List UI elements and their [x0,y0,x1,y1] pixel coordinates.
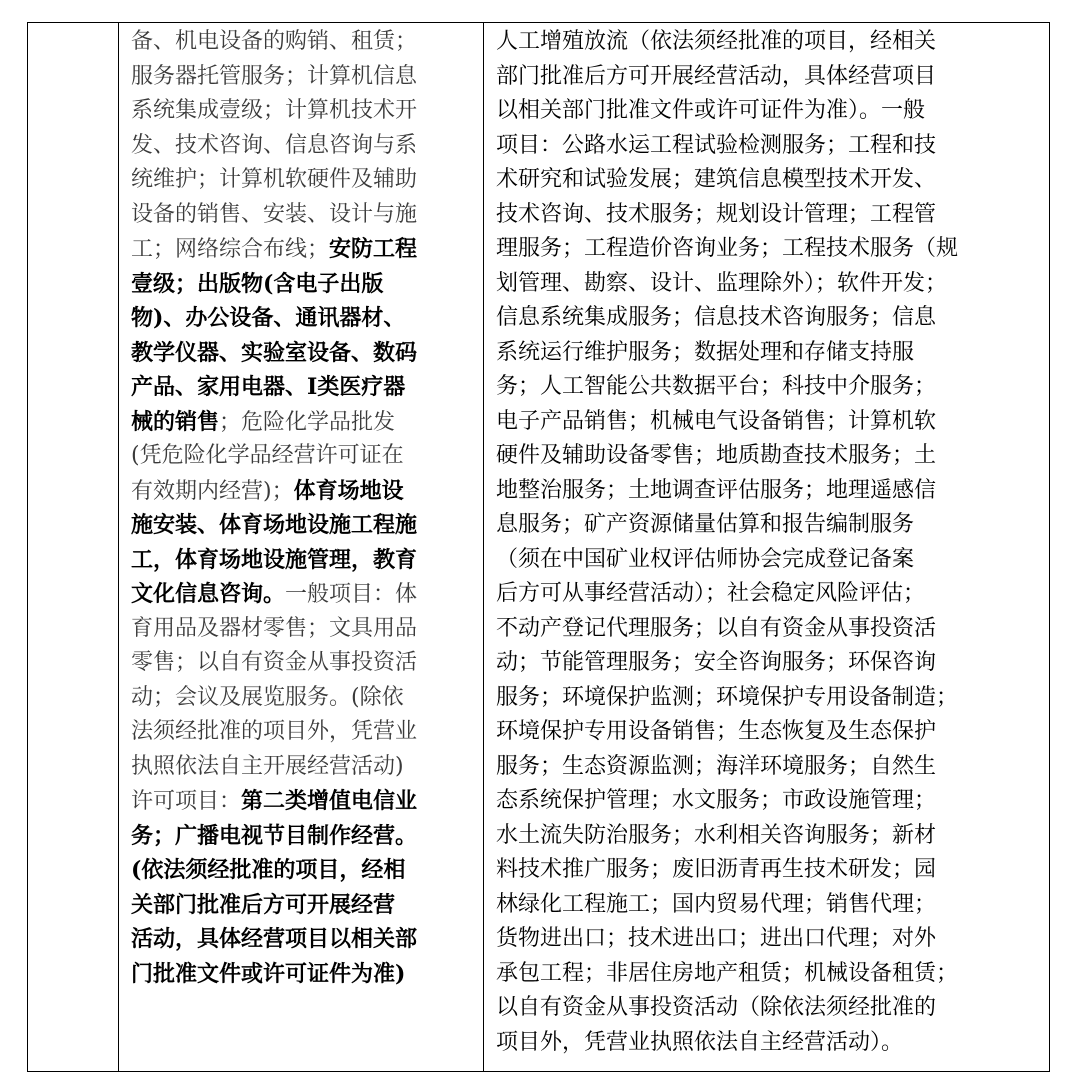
registered-scope-text [119,23,483,991]
text-segment: 服务器托管服务；计算机信息 [131,63,418,89]
business-scope-table [27,22,1050,1072]
registered-scope-line [131,129,483,164]
changed-scope-line: 务；人工智能公共数据平台；科技中介服务； [496,374,937,399]
changed-scope-line: 项目外，凭营业执照依法自主经营活动）。 [496,1029,904,1055]
bold-text-segment: 物)、办公设备、通讯器材、 [131,305,406,331]
changed-scope-text [484,23,1049,1060]
registered-scope-line [131,853,483,888]
bold-text-segment: 工，体育场地设施管理，教育 [131,546,418,573]
changed-scope-line: 以自有资金从事投资活动（除依法须经批准的 [496,995,937,1020]
text-segment: 动；会议及展览服务。(除依 [131,684,404,710]
registered-scope-line [131,784,483,819]
changed-scope-line: 态系统保护管理；水文服务；市政设施管理； [496,788,937,813]
registered-scope-line [131,163,483,198]
bold-text-segment: 门批准文件或许可证件为准) [131,960,406,987]
bold-text-segment: 活动，具体经营项目以相关部 [131,926,418,952]
changed-scope-line: 承包工程；非居住房地产租赁；机械设备租赁； [496,960,959,986]
registered-scope-line [131,750,483,785]
changed-scope-line: 划管理、勘察、设计、监理除外）；软件开发； [496,270,948,296]
registered-scope-line [131,94,483,129]
registered-scope-line [131,439,483,474]
bold-text-segment: 械的销售 [131,408,220,435]
registered-scope-line [131,543,483,578]
changed-scope-line: 林绿化工程施工；国内贸易代理；销售代理； [496,891,937,917]
changed-scope-line: 水土流失防治服务；水利相关咨询服务；新材 [496,822,937,848]
changed-scope-line: 电子产品销售；机械电气设备销售；计算机软 [496,408,937,434]
table-row [28,23,1050,1072]
registered-scope-line [131,681,483,716]
changed-scope-line: 服务；环境保护监测；环境保护专用设备制造； [496,684,959,710]
changed-scope-line: 地整治服务；土地调查评估服务；地理遥感信 [496,477,937,503]
changed-scope-line: （须在中国矿业权评估师协会完成登记备案 [496,546,915,572]
text-segment: 备、机电设备的购销、租赁； [131,29,418,54]
bold-text-segment: 第二类增值电信业 [241,788,418,814]
bold-text-segment: 关部门批准后方可开展经营 [131,891,396,918]
bold-text-segment: 产品、家用电器、Ⅰ类医疗器 [131,374,406,400]
registered-scope-line [131,577,483,612]
text-segment: 零售；以自有资金从事投资活 [131,650,418,675]
text-segment: 设备的销售、安装、设计与施 [131,201,418,227]
changed-scope-line: 息服务；矿产资源储量估算和报告编制服务 [496,512,915,537]
bold-text-segment: 务；广播电视节目制作经营。 [131,822,418,849]
text-segment: 一般项目：体 [285,582,418,607]
registered-scope-line [131,715,483,750]
registered-scope-line [131,888,483,923]
registered-scope-line [131,646,483,681]
changed-scope-line: 环境保护专用设备销售；生态恢复及生态保护 [496,719,937,744]
text-segment: 发、技术咨询、信息咨询与系 [131,132,418,158]
changed-scope-line: 理服务；工程造价咨询业务；工程技术服务（规 [496,236,959,261]
changed-scope-line: 部门批准后方可开展经营活动，具体经营项目 [496,63,937,89]
registered-scope-line [131,957,483,992]
changed-scope-line: 以相关部门批准文件或许可证件为准）。一般 [496,98,926,123]
bold-text-segment: 施安装、体育场地设施工程施 [131,512,418,538]
changed-scope-line: 项目：公路水运工程试验检测服务；工程和技 [496,132,937,158]
changed-scope-line: 技术咨询、技术服务；规划设计管理；工程管 [496,201,937,227]
registered-scope-line [131,612,483,647]
registered-scope-line [131,405,483,440]
changed-scope-cell [484,23,1050,1072]
bold-text-segment: 安防工程 [329,236,418,262]
bold-text-segment: 壹级；出版物(含电子出版 [131,270,384,297]
registered-scope-line [131,922,483,957]
bold-text-segment: 文化信息咨询。 [131,581,286,607]
registered-scope-line [131,267,483,302]
registered-scope-line [131,198,483,233]
changed-scope-line: 硬件及辅助设备零售；地质勘查技术服务；土 [496,443,937,468]
text-segment: 许可项目： [131,789,242,814]
changed-scope-line: 不动产登记代理服务；以自有资金从事投资活 [496,615,937,641]
changed-scope-line: 服务；生态资源监测；海洋环境服务；自然生 [496,753,937,779]
bold-text-segment: 体育场地设 [293,477,404,504]
text-segment: 法须经批准的项目外，凭营业 [131,719,418,744]
text-segment: 育用品及器材零售；文具用品 [131,615,418,641]
bold-text-segment: 教学仪器、实验室设备、数码 [131,339,418,366]
registered-scope-line [131,60,483,95]
registered-scope-line [131,336,483,371]
text-segment: 系统集成壹级；计算机技术开 [131,98,418,123]
text-segment: 统维护；计算机软硬件及辅助 [131,167,418,192]
registered-scope-line [131,508,483,543]
changed-scope-line: 信息系统集成服务；信息技术咨询服务；信息 [496,305,937,330]
text-segment: ；危险化学品批发 [219,409,396,435]
registered-scope-cell [119,23,484,1072]
registered-scope-line [131,301,483,336]
bold-text-segment: (依法须经批准的项目，经相 [131,857,406,883]
changed-scope-line: 后方可从事经营活动）；社会稳定风险评估； [496,581,926,606]
changed-scope-line: 货物进出口；技术进出口；进出口代理；对外 [496,926,937,951]
registered-scope-line [131,25,483,60]
text-segment: (凭危险化学品经营许可证在 [131,443,404,468]
changed-scope-line: 料技术推广服务；废旧沥青再生技术研发；园 [496,857,937,882]
text-segment: 工；网络综合布线； [131,237,330,262]
registered-scope-line [131,232,483,267]
registered-scope-line [131,474,483,509]
index-cell [28,23,119,1072]
changed-scope-line: 动；节能管理服务；安全咨询服务；环保咨询 [496,650,937,675]
registered-scope-line [131,370,483,405]
text-segment: 执照依法自主开展经营活动) [131,753,404,779]
changed-scope-line: 系统运行维护服务；数据处理和存储支持服 [496,339,915,365]
text-segment: 有效期内经营)； [131,478,294,504]
registered-scope-line [131,819,483,854]
changed-scope-line: 人工增殖放流（依法须经批准的项目，经相关 [496,29,937,54]
changed-scope-line: 术研究和试验发展；建筑信息模型技术开发、 [496,167,937,192]
